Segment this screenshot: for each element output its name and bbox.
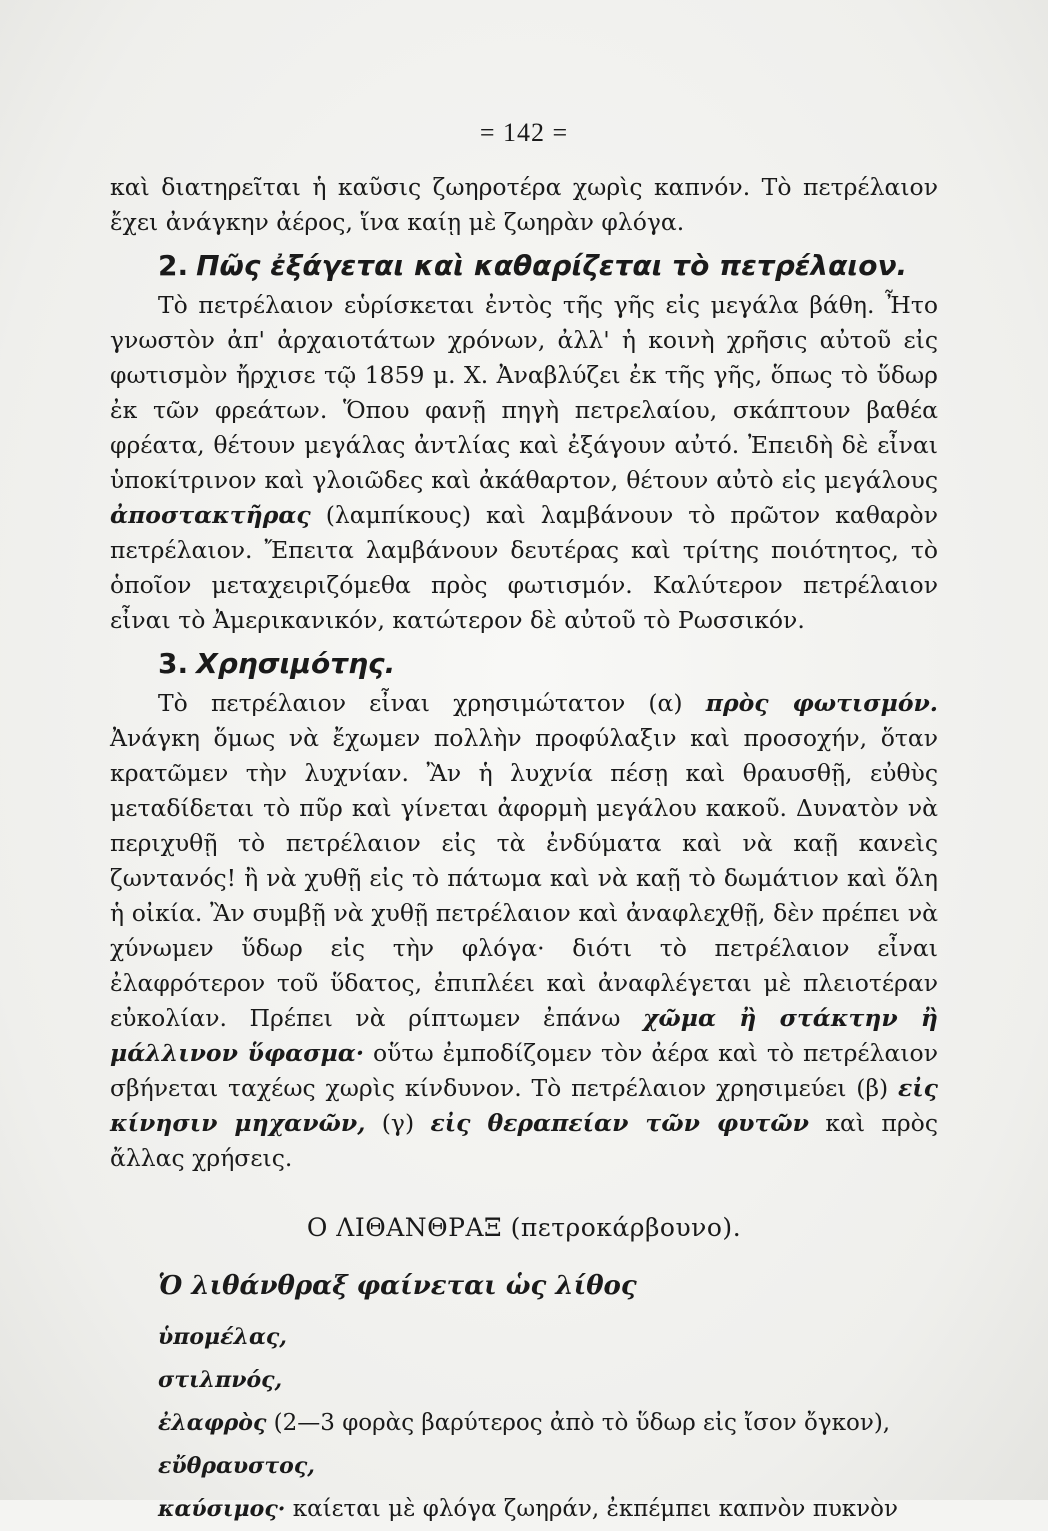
coal-section-title: Ο ΛΙΘΑΝΘΡΑΞ (πετροκάρβουνο). [306,1213,742,1242]
coal-property-term: ἐλαφρὸς [158,1410,267,1436]
coal-property-text: (2—3 φορὰς βαρύτερος ἀπὸ τὸ ὕδωρ εἰς ἴσον ὄγκον), [273,1410,891,1436]
coal-property-term: ὑπομέλας, [158,1324,287,1350]
usefulness-bold-smother: χῶμα ἢ στάκτην ἢ μάλλινον ὕφασμα· [110,1004,938,1067]
usefulness-text-d: (γ) [381,1109,415,1137]
usefulness-text-b: Ἀνάγκη ὅμως νὰ ἔχωμεν πολλὴν προφύλαξιν καὶ προσοχήν, ὅταν κρατῶμεν τὴν λυχνίαν. Ἂν ἡ λυχνία πέσῃ καὶ θραυσθῇ, εὐθὺς μεταδίδεται τὸ πῦρ καὶ γίνεται ἀφορμὴ μεγάλου κακοῦ. Δυνατὸν νὰ περιχυθῇ τὸ πετρέλαιον εἰς τὰ ἐνδύματα καὶ νὰ καῇ κανεὶς ζωντανός! ἢ νὰ χυθῇ εἰς τὸ πάτωμα καὶ νὰ καῇ τὸ δωμάτιον καὶ ὅλη ἡ οἰκία. Ἂν συμβῇ νὰ χυθῇ πετρέλαιον καὶ ἀναφλεχθῇ, δὲν πρέπει νὰ χύνωμεν ὕδωρ εἰς τὴν φλόγα· διότι τὸ πετρέλαιον εἶναι ἐλαφρότερον τοῦ ὕδατος, ἐπιπλέει καὶ ἀναφλέγεται μὲ πλειοτέραν εὐκολίαν. Πρέπει νὰ ρίπτωμεν ἐπάνω [110,724,938,1032]
coal-property-term: στιλπνός, [158,1367,283,1393]
paragraph-usefulness [110,686,938,1176]
section-3-heading [158,644,938,684]
page-number: = 142 = [479,118,569,147]
paragraph-combustion: καὶ διατηρεῖται ἡ καῦσις ζωηροτέρα χωρὶς καπνόν. Τὸ πετρέλαιον ἔχει ἀνάγκην ἀέρος, ἵνα καίῃ μὲ ζωηρὰν φλόγα. [110,173,938,236]
coal-lead-sentence: Ὁ λιθάνθραξ φαίνεται ὡς λίθος [158,1271,637,1301]
usefulness-text-e: καὶ πρὸς ἄλλας χρήσεις. [110,1109,938,1172]
coal-property-item [158,1359,938,1402]
coal-property-item [158,1445,938,1488]
extraction-text-a: Τὸ πετρέλαιον εὑρίσκεται ἐντὸς τῆς γῆς εἰς μεγάλα βάθη. Ἦτο γνωστὸν ἀπ' ἀρχαιοτάτων χρόνων, ἀλλ' ἡ κοινὴ χρῆσις αὐτοῦ εἰς φωτισμὸν ἤρχισε τῷ 1859 μ. Χ. Ἀναβλύζει ἐκ τῆς γῆς, ὅπως τὸ ὕδωρ ἐκ τῶν φρεάτων. Ὅπου φανῇ πηγὴ πετρελαίου, σκάπτουν βαθέα φρέατα, θέτουν μεγάλας ἀντλίας καὶ ἐξάγουν αὐτό. Ἐπειδὴ δὲ εἶναι ὑποκίτρινον καὶ γλοιῶδες καὶ ἀκάθαρτον, θέτουν αὐτὸ εἰς μεγάλους [110,291,938,494]
usefulness-bold-machines: εἰς κίνησιν μηχανῶν, [110,1074,938,1137]
section-2-heading [158,246,938,286]
section-2-number: 2. [158,249,189,282]
usefulness-text-c: οὕτω ἐμποδίζομεν τὸν ἀέρα καὶ τὸ πετρέλαιον σβήνεται ταχέως χωρὶς κίνδυνον. Τὸ πετρέλαιον χρησιμεύει (β) [110,1039,938,1102]
coal-property-item [158,1316,938,1359]
extraction-text-b: (λαμπίκους) καὶ λαμβάνουν τὸ πρῶτον καθαρὸν πετρέλαιον. Ἔπειτα λαμβάνουν δευτέρας καὶ τρίτης ποιότητος, τὸ ὁποῖον μεταχειριζόμεθα πρὸς φωτισμόν. Καλύτερον πετρέλαιον εἶναι τὸ Ἀμερικανικόν, κατώτερον δὲ αὐτοῦ τὸ Ρωσσικόν. [110,501,938,634]
coal-property-text: καίεται μὲ φλόγα ζωηράν, ἐκπέμπει καπνὸν πυκνὸν [292,1496,898,1522]
section-3-title: Χρησιμότης. [196,647,396,680]
coal-property-term: εὔθραυστος, [158,1453,315,1479]
extraction-bold-term: ἀποστακτῆρας [110,501,311,529]
usefulness-bold-plants: εἰς θεραπείαν τῶν φυτῶν [430,1109,809,1137]
usefulness-text-a: Τὸ πετρέλαιον εἶναι χρησιμώτατον (α) [158,689,683,717]
paragraph-extraction [110,288,938,638]
coal-property-term: καύσιμος· [158,1496,286,1522]
section-2-title: Πῶς ἐξάγεται καὶ καθαρίζεται τὸ πετρέλαιον. [196,249,908,282]
coal-property-item [158,1402,938,1445]
usefulness-bold-lighting: πρὸς φωτισμόν. [705,689,938,717]
coal-property-item [158,1488,938,1531]
section-3-number: 3. [158,647,189,680]
